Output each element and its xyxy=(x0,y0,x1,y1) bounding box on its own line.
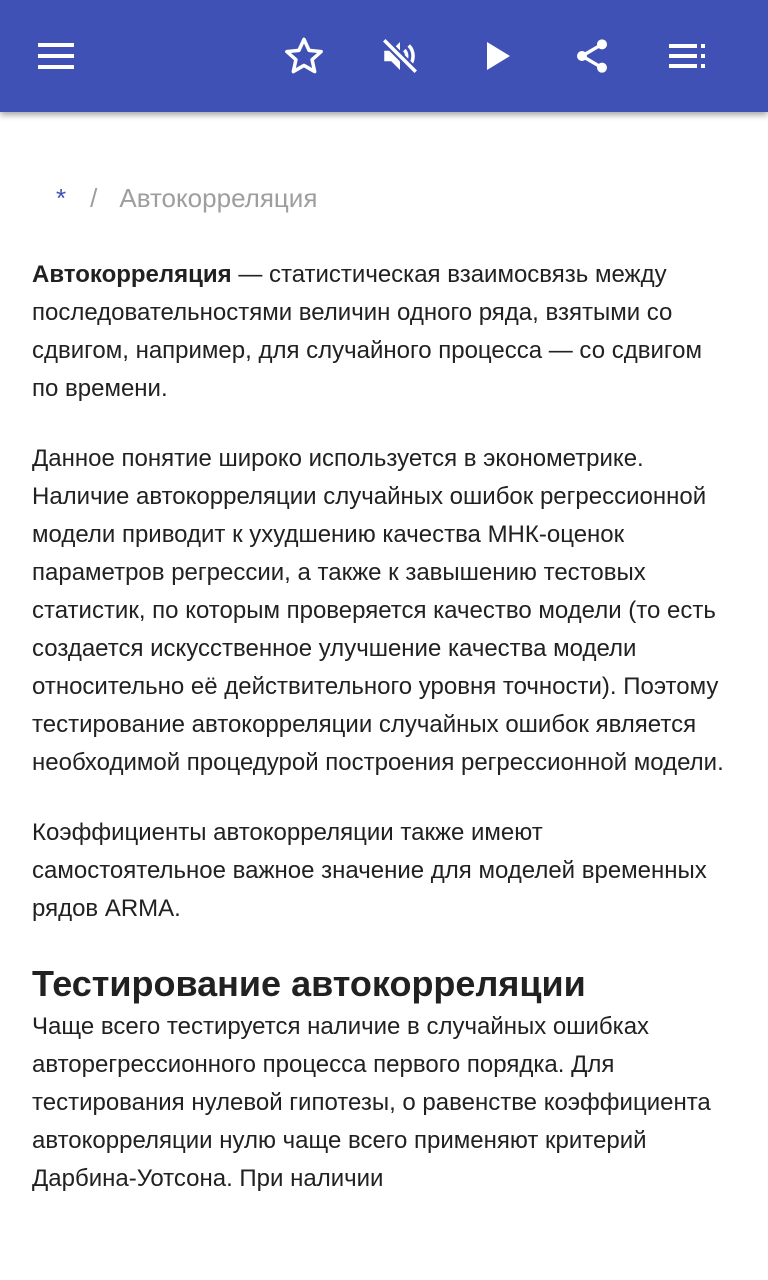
paragraph: Коэффициенты автокорреляции также имеют самостоятельное важное значение для моделей временных рядов ARMA. xyxy=(32,819,707,922)
volume-off-icon xyxy=(379,35,421,77)
favorite-button[interactable] xyxy=(276,28,332,84)
share-icon xyxy=(572,36,612,76)
breadcrumb-home-link[interactable]: * xyxy=(56,183,67,213)
article-view[interactable] xyxy=(0,112,768,1280)
article-body xyxy=(32,256,732,1230)
play-icon xyxy=(483,40,513,72)
menu-icon xyxy=(36,41,76,71)
menu-button[interactable] xyxy=(28,28,84,84)
breadcrumb-current: Автокорреляция xyxy=(119,183,318,213)
intro-paragraph xyxy=(32,256,732,408)
breadcrumb xyxy=(56,180,317,216)
breadcrumb-separator: / xyxy=(90,183,98,213)
contents-button[interactable] xyxy=(660,28,716,84)
section-heading: Тестирование автокорреляции xyxy=(32,963,586,1004)
intro-text: — статистическая взаимосвязь между последовательностями величин одного ряда, взятыми со сдвигом, например, для случайного процесса — со сдвигом по времени. xyxy=(32,261,702,402)
section-paragraph: Чаще всего тестируется наличие в случайных ошибках авторегрессионного процесса первого порядка. Для тестирования нулевой гипотезы, о равенстве коэффициента автокорреляции нулю чаще всего применяют критерий Дарбина-Уотсона. При наличии xyxy=(32,1013,711,1192)
share-button[interactable] xyxy=(564,28,620,84)
list-icon xyxy=(668,42,708,70)
star-outline-icon xyxy=(283,35,325,77)
intro-term: Автокорреляция xyxy=(32,261,232,288)
app-toolbar xyxy=(0,0,768,112)
play-button[interactable] xyxy=(470,28,526,84)
mute-button[interactable] xyxy=(372,28,428,84)
paragraph: Данное понятие широко используется в эконометрике. Наличие автокорреляции случайных ошибок регрессионной модели приводит к ухудшению качества МНК-оценок параметров регрессии, а также к завышению тестовых статистик, по которым проверяется качество модели (то есть создается искусственное улучшение качества модели относительно её действительного уровня точности). Поэтому тестирование автокорреляции случайных ошибок является необходимой процедурой построения регрессионной модели. xyxy=(32,445,724,776)
